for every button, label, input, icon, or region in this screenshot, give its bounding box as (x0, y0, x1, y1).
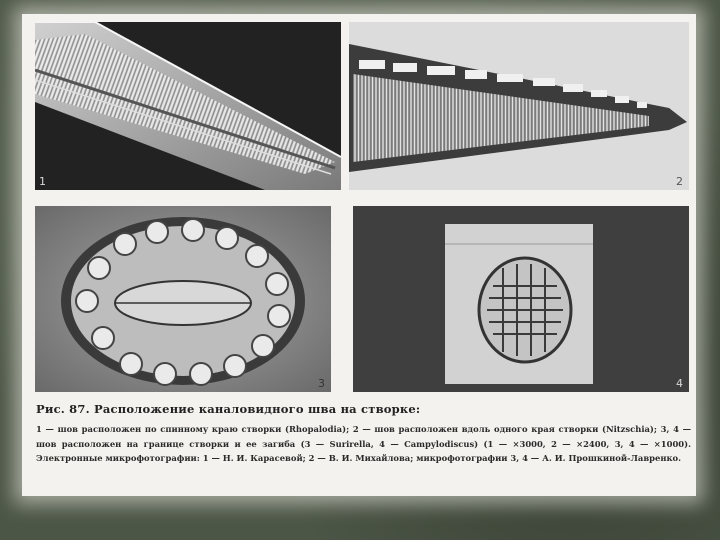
document-page (22, 14, 696, 496)
micrograph-panel-2 (349, 22, 689, 190)
panel-number-1: 1 (39, 175, 46, 188)
micrograph-panel-4 (353, 206, 689, 392)
micrograph-panel-3 (35, 206, 331, 392)
panel-number-3: 3 (318, 377, 325, 390)
panel-number-2: 2 (676, 175, 683, 188)
micrograph-panel-1 (35, 22, 341, 190)
figure-caption-text: 1 — шов расположен по спинному краю створки (Rhopalodia); 2 — шов расположен вдоль одного края створки (Nitzschia); 3, 4 — шов расположен на границе створки и ее загиба (3 — Surirella, 4 — Campylodiscus) (1 — ×3000, 2 — ×2400, 3, 4 — ×1000). Электронные микрофотографии: 1 — Н. И. Карасевой; 2 — В. И. Михайлова; микрофотографии 3, 4 — А. И. Прошкиной-Лавренко. (36, 424, 691, 463)
figure-caption-title: Рис. 87. Расположение каналовидного шва на створке: (36, 402, 421, 416)
panel-number-4: 4 (676, 377, 683, 390)
